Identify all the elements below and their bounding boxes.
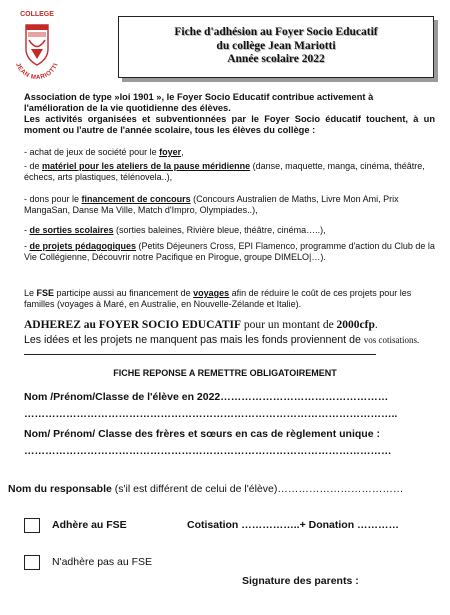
nadhere-checkbox[interactable] bbox=[24, 555, 40, 570]
form-title: FICHE REPONSE A REMETTRE OBLIGATOIREMENT bbox=[113, 368, 337, 378]
bullet-concours: - dons pour le financement de concours (Concours Australien de Maths, Livre Mon Ami, Prix MangaSan, Danse Ma Ville, Match d'Impro, Olympiades..), bbox=[24, 194, 399, 215]
nom-freres-dots[interactable]: …………………………………………………………………………………………… bbox=[24, 445, 392, 457]
nom-freres-label: Nom/ Prénom/ Classe des frères et sœurs en cas de règlement unique : bbox=[24, 428, 380, 440]
adhere-label: Adhère au FSE bbox=[52, 519, 127, 531]
cotisation-donation-field[interactable]: Cotisation ……………..+ Donation ………… bbox=[187, 519, 400, 531]
nom-eleve-field[interactable]: Nom /Prénom/Classe de l'élève en 2022………………………………………… bbox=[24, 391, 389, 403]
bullet-projets: - de projets pédagogiques (Petits Déjeuners Cross, EPI Flamenco, programme d'action du Club de la Vie Collégienne, Découvrir notre Pacifique en Pirogue, groupe DIMELO|…). bbox=[24, 241, 435, 262]
header-title-box bbox=[118, 16, 434, 78]
idees-line: Les idées et les projets ne manquent pas mais les fonds proviennent de vos cotisations. bbox=[24, 334, 420, 346]
bullet-sorties: - de sorties scolaires (sorties baleines, Rivière bleue, théâtre, cinéma…..), bbox=[24, 225, 326, 235]
separator-line bbox=[24, 354, 376, 355]
adherez-line: ADHEREZ au FOYER SOCIO EDUCATIF pour un montant de 2000cfp. bbox=[24, 319, 378, 331]
intro-paragraph-1: Association de type »loi 1901 », le Foyer Socio Educatif contribue activement à l'amélioration de la vie quotidienne des élèves. bbox=[24, 92, 374, 113]
header-line-1: Fiche d'adhésion au Foyer Socio Educatif bbox=[174, 26, 378, 38]
college-logo bbox=[7, 7, 67, 81]
header-line-3: Année scolaire 2022 bbox=[227, 53, 325, 65]
bullet-materiel: - de matériel pour les ateliers de la pause méridienne (danse, maquette, manga, cinéma, théâtre, échecs, arts plastiques, télénovela..), bbox=[24, 161, 425, 182]
nom-eleve-dots[interactable]: …………………………………………………………………………………………….. bbox=[24, 408, 398, 420]
intro-section bbox=[24, 92, 435, 136]
bullet-foyer: - achat de jeux de société pour le foyer, bbox=[24, 147, 184, 157]
intro-paragraph-2: Les activités organisées et subventionnées par le Foyer Socio éducatif touchent, à un moment ou l'autre de l'année scolaire, tous les élèves du collège : bbox=[24, 114, 435, 135]
college-crest-icon bbox=[7, 7, 67, 81]
header-line-2: du collège Jean Mariotti bbox=[216, 39, 336, 52]
nadhere-label: N'adhère pas au FSE bbox=[52, 556, 153, 568]
signature-label: Signature des parents : bbox=[242, 575, 359, 587]
logo-top-text: COLLEGE bbox=[20, 11, 54, 18]
adhere-checkbox[interactable] bbox=[24, 518, 40, 533]
fse-paragraph: Le FSE participe aussi au financement de voyages afin de réduire le coût de ces projets pour les familles (voyages à Maré, en Australie, en Nouvelle-Zélande et Italie). bbox=[24, 288, 412, 309]
logo-arc-text: JEAN MARIOTTI bbox=[14, 61, 60, 81]
responsable-field[interactable]: Nom du responsable (s'il est différent de celui de l'élève)……………………………… bbox=[8, 483, 404, 495]
